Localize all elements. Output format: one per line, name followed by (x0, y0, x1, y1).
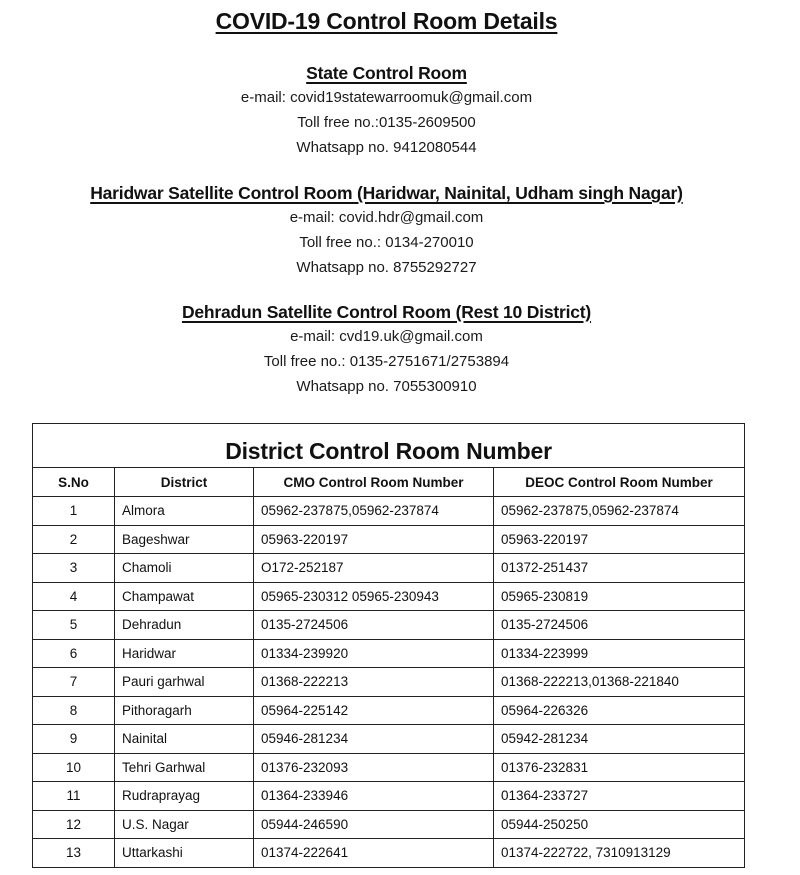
section-title: Haridwar Satellite Control Room (Haridwar, Nainital, Udham singh Nagar) (90, 183, 683, 203)
cell-deoc-number: 01374-222722, 7310913129 (494, 839, 745, 868)
section-toll-free: Toll free no.: 0134-270010 (299, 234, 474, 251)
cell-deoc-number: 01372-251437 (494, 554, 745, 583)
cell-deoc-number: 01376-232831 (494, 753, 745, 782)
cell-sno: 13 (33, 839, 115, 868)
section-title: State Control Room (306, 63, 467, 83)
cell-cmo-number: 05963-220197 (254, 525, 494, 554)
cell-deoc-number: 05963-220197 (494, 525, 745, 554)
cell-cmo-number: 05964-225142 (254, 696, 494, 725)
cell-district: Nainital (115, 725, 254, 754)
cell-deoc-number: 05944-250250 (494, 810, 745, 839)
cell-district: Bageshwar (115, 525, 254, 554)
column-header-sno: S.No (33, 468, 115, 497)
cell-cmo-number: O172-252187 (254, 554, 494, 583)
table-row (33, 525, 745, 554)
cell-cmo-number: 01334-239920 (254, 639, 494, 668)
cell-deoc-number: 05964-226326 (494, 696, 745, 725)
cell-district: Haridwar (115, 639, 254, 668)
cell-district: Dehradun (115, 611, 254, 640)
section-whatsapp: Whatsapp no. 7055300910 (296, 378, 477, 395)
cell-district: Champawat (115, 582, 254, 611)
column-header-cmo: CMO Control Room Number (254, 468, 494, 497)
column-header-deoc: DEOC Control Room Number (494, 468, 745, 497)
cell-district: Tehri Garhwal (115, 753, 254, 782)
section-whatsapp: Whatsapp no. 8755292727 (296, 259, 477, 276)
cell-district: Chamoli (115, 554, 254, 583)
dehradun-control-room-section (0, 300, 773, 399)
table-row (33, 753, 745, 782)
cell-sno: 11 (33, 782, 115, 811)
section-toll-free: Toll free no.: 0135-2751671/2753894 (263, 353, 510, 370)
table-body (33, 497, 745, 868)
cell-district: Pithoragarh (115, 696, 254, 725)
cell-district: Uttarkashi (115, 839, 254, 868)
cell-sno: 7 (33, 668, 115, 697)
cell-sno: 1 (33, 497, 115, 526)
cell-cmo-number: 05965-230312 05965-230943 (254, 582, 494, 611)
cell-cmo-number: 01374-222641 (254, 839, 494, 868)
cell-cmo-number: 0135-2724506 (254, 611, 494, 640)
table-row (33, 611, 745, 640)
cell-cmo-number: 05946-281234 (254, 725, 494, 754)
cell-deoc-number: 05942-281234 (494, 725, 745, 754)
cell-deoc-number: 01364-233727 (494, 782, 745, 811)
cell-sno: 8 (33, 696, 115, 725)
table-row (33, 725, 745, 754)
cell-sno: 5 (33, 611, 115, 640)
cell-district: Pauri garhwal (115, 668, 254, 697)
table-row (33, 810, 745, 839)
cell-sno: 9 (33, 725, 115, 754)
cell-district: Rudraprayag (115, 782, 254, 811)
cell-sno: 2 (33, 525, 115, 554)
document-title-text: COVID-19 Control Room Details (215, 8, 558, 34)
table-row (33, 839, 745, 868)
table-row (33, 696, 745, 725)
document-title (0, 8, 773, 35)
cell-sno: 3 (33, 554, 115, 583)
section-title: Dehradun Satellite Control Room (Rest 10 District) (181, 302, 592, 322)
cell-deoc-number: 01368-222213,01368-221840 (494, 668, 745, 697)
cell-deoc-number: 01334-223999 (494, 639, 745, 668)
cell-sno: 12 (33, 810, 115, 839)
cell-cmo-number: 05944-246590 (254, 810, 494, 839)
cell-cmo-number: 01368-222213 (254, 668, 494, 697)
section-whatsapp: Whatsapp no. 9412080544 (296, 139, 477, 156)
cell-sno: 4 (33, 582, 115, 611)
cell-cmo-number: 01364-233946 (254, 782, 494, 811)
cell-deoc-number: 0135-2724506 (494, 611, 745, 640)
table-row (33, 554, 745, 583)
cell-cmo-number: 01376-232093 (254, 753, 494, 782)
cell-sno: 10 (33, 753, 115, 782)
cell-sno: 6 (33, 639, 115, 668)
cell-deoc-number: 05962-237875,05962-237874 (494, 497, 745, 526)
section-email: e-mail: covid.hdr@gmail.com (289, 209, 484, 226)
cell-deoc-number: 05965-230819 (494, 582, 745, 611)
table-header-row (33, 468, 745, 497)
haridwar-control-room-section (0, 181, 773, 280)
table-row (33, 668, 745, 697)
state-control-room-section (0, 61, 773, 160)
section-toll-free: Toll free no.:0135-2609500 (297, 114, 476, 131)
table-row (33, 582, 745, 611)
column-header-district: District (115, 468, 254, 497)
table-row (33, 639, 745, 668)
cell-district: U.S. Nagar (115, 810, 254, 839)
district-control-room-table (32, 423, 745, 868)
section-email: e-mail: covid19statewarroomuk@gmail.com (240, 89, 533, 106)
section-email: e-mail: cvd19.uk@gmail.com (290, 328, 483, 345)
table-title: District Control Room Number (33, 424, 745, 468)
table-row (33, 782, 745, 811)
cell-district: Almora (115, 497, 254, 526)
table-row (33, 497, 745, 526)
cell-cmo-number: 05962-237875,05962-237874 (254, 497, 494, 526)
